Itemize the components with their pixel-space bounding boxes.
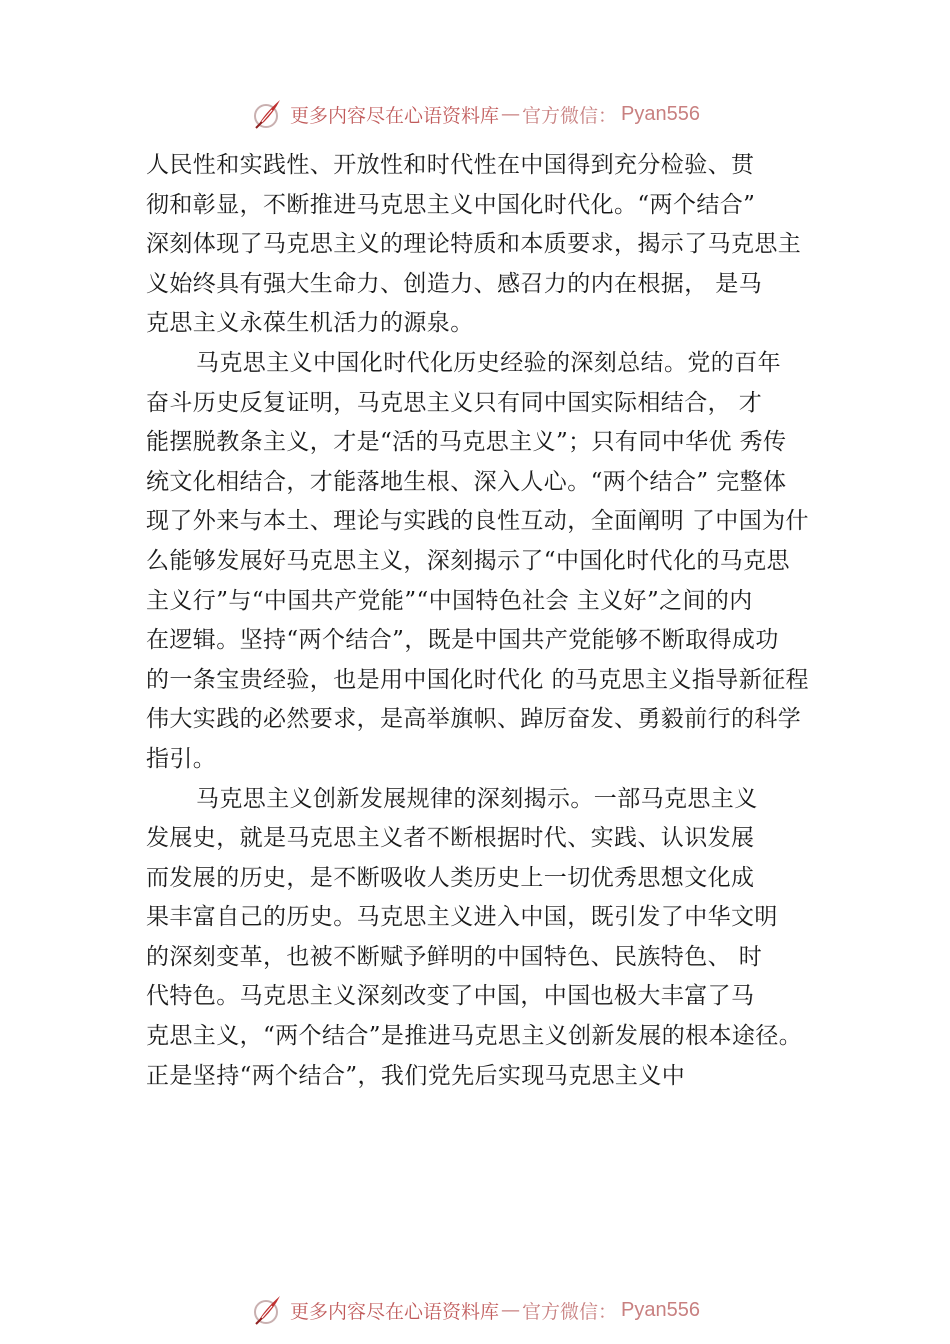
banner-dash: — [501,103,521,125]
text-line: 而发展的历史，是不断吸收人类历史上一切优秀思想文化成 [146,864,755,891]
paragraph-start-line: 马克思主义创新发展规律的深刻揭示。一部马克思主义 [196,785,758,812]
header-banner [0,94,950,134]
quill-logo-icon [250,1292,286,1328]
footer-banner [0,1290,950,1330]
banner-wechat-label: 官方微信： [522,1300,618,1323]
text-line: 正是坚持“两个结合”，我们党先后实现马克思主义中 [146,1062,686,1089]
text-line: 的一条宝贵经验，也是用中国化时代化 的马克思主义指导新征程 [146,666,809,693]
text-line: 克思主义永葆生机活力的源泉。 [146,310,474,337]
text-line: 代特色。马克思主义深刻改变了中国，中国也极大丰富了马 [146,983,755,1010]
text-line: 能摆脱教条主义，才是“活的马克思主义”；只有同中华优 秀传 [146,429,787,456]
text-line: 主义行”与“中国共产党能”“中国特色社会 主义好”之间的内 [146,587,753,614]
banner-title: 更多内容尽在心语资料库 [290,1300,500,1323]
quill-logo-icon [250,96,286,132]
text-line: 指引。 [146,745,217,772]
text-line: 果丰富自己的历史。马克思主义进入中国，既引发了中华文明 [146,904,778,931]
text-line: 发展史，就是马克思主义者不断根据时代、实践、认识发展 [146,825,755,852]
text-line: 统文化相结合，才能落地生根、深入人心。“两个结合” 完整体 [146,468,787,495]
text-line: 彻和彰显，不断推进马克思主义中国化时代化。“两个结合” [146,191,756,218]
banner-wechat-id: Pyan556 [621,1298,700,1321]
banner-wechat-id: Pyan556 [621,102,700,125]
paragraph-start-line: 马克思主义中国化时代化历史经验的深刻总结。党的百年 [196,349,781,376]
text-line: 在逻辑。坚持“两个结合”，既是中国共产党能够不断取得成功 [146,627,779,654]
text-line: 克思主义，“两个结合”是推进马克思主义创新发展的根本途径。 [146,1023,803,1050]
document-body [146,146,846,1096]
text-line: 奋斗历史反复证明，马克思主义只有同中国实际相结合， 才 [146,389,763,416]
banner-title: 更多内容尽在心语资料库 [290,104,500,127]
text-line: 现了外来与本土、理论与实践的良性互动，全面阐明 了中国为什 [146,508,809,535]
text-line: 么能够发展好马克思主义，深刻揭示了“中国化时代化的马克思 [146,547,790,574]
banner-wechat-label: 官方微信： [522,104,618,127]
banner-dash: — [501,1299,521,1321]
text-line: 伟大实践的必然要求，是高举旗帜、踔厉奋发、勇毅前行的科学 [146,706,802,733]
text-line: 义始终具有强大生命力、创造力、感召力的内在根据， 是马 [146,270,763,297]
text-line: 的深刻变革，也被不断赋予鲜明的中国特色、民族特色、 时 [146,943,763,970]
text-line: 人民性和实践性、开放性和时代性在中国得到充分检验、贯 [146,152,755,178]
text-line: 深刻体现了马克思主义的理论特质和本质要求，揭示了马克思主 [146,231,802,258]
